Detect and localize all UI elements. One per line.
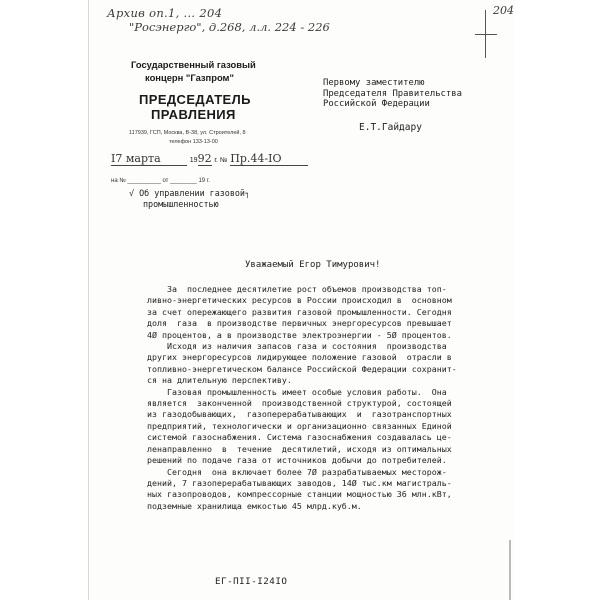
body-line: 4Ø процентов, а в производстве электроэнергии - 5Ø процентов. — [147, 329, 452, 340]
footer-code: ЕГ-ПII-I24IO — [215, 576, 288, 587]
subject-bracket-right-icon: ┐ — [244, 188, 251, 198]
body-line: является законченной производственной структурой, состоящей — [147, 398, 452, 409]
subject-line1-text: Об управлении газовой — [139, 188, 245, 198]
addressee-line3: Российской Федерации — [323, 99, 430, 109]
body-line: ся на длительную перспективу. — [147, 375, 292, 386]
body-line: ливно-энергетических ресурсов в России происходил в основном — [147, 295, 452, 306]
body-line: ленаправленно в течение десятилетий, исходя из оптимальных — [147, 443, 452, 454]
cross-mark-horizontal — [475, 34, 497, 35]
body-line: за счет опережающего развития газовой промышленности. Сегодня — [147, 306, 452, 317]
body-line: ных газопроводов, компрессорные станции мощностью 36 млн.кВт, — [147, 489, 452, 500]
registration-number: Пр.44-IO — [230, 152, 308, 166]
subject-line2: промышленностью — [143, 198, 219, 209]
sender-organization — [131, 58, 256, 84]
reference-line: на № __________ от ________ 19 г. — [111, 178, 210, 184]
subject-bracket-left-icon: √ — [129, 188, 140, 198]
registration-line — [111, 152, 308, 166]
body-line: Сегодня она включает более 7Ø разрабатываемых месторож- — [147, 466, 447, 477]
sender-title — [139, 92, 251, 122]
org-line1: Государственный газовый — [131, 59, 256, 70]
sender-address — [129, 129, 246, 147]
title-line1: ПРЕДСЕДАТЕЛЬ — [139, 92, 251, 107]
letter-body — [147, 284, 515, 512]
registration-number-label: г. № — [214, 157, 228, 164]
address-line2: телефон 133-13-00 — [169, 139, 218, 145]
body-line: За последнее десятилетие рост объемов производства топ- — [147, 284, 447, 294]
greeting: Уважаемый Егор Тимурович! — [245, 260, 381, 270]
archive-stamp-line1: Архив оп.1, ... 204 — [107, 6, 223, 20]
org-line2: концерн "Газпром" — [145, 72, 234, 83]
body-line: из газодобывающих, газоперерабатывающих и газотранспортных — [147, 409, 452, 420]
body-line: топливно-энергетическом балансе Российской Федерации сохранит- — [147, 363, 457, 374]
title-line2: ПРАВЛЕНИЯ — [151, 107, 236, 122]
body-line: подземные хранилища емкостью 45 млрд.куб.м. — [147, 500, 362, 511]
registration-year-prefix: 19 — [189, 157, 198, 164]
body-line: других энергоресурсов лидирующее положение газовой отрасли в — [147, 352, 452, 363]
scan-edge-mark — [509, 540, 511, 600]
registration-year: 92 — [197, 152, 212, 165]
address-line1: 117939, ГСП, Москва, В-38, ул. Строителей, 8 — [129, 130, 246, 136]
addressee-line2: Председателя Правительства — [323, 88, 462, 99]
body-line: Исходя из наличия запасов газа и состояния производства — [147, 341, 447, 352]
body-line: Газовая промышленность имеет особые условия работы. Она — [147, 386, 447, 397]
document-page — [88, 0, 515, 600]
archive-stamp-line2: "Росэнерго", д.268, л.л. 224 - 226 — [129, 20, 330, 34]
body-line: решений по подаче газа от источников добычи до потребителей. — [147, 455, 447, 466]
body-line: системой газоснабжения. Система газоснабжения создавалась це- — [147, 432, 452, 443]
addressee-block — [323, 78, 462, 110]
body-line: доля газа в производстве первичных энергоресурсов превышает — [147, 318, 452, 329]
subject-block — [129, 188, 250, 209]
addressee-name: Е.Т.Гайдару — [359, 122, 422, 133]
addressee-line1: Первому заместителю — [323, 78, 425, 88]
registration-date: I7 марта — [111, 152, 187, 166]
body-line: дений, 7 газоперерабатывающих заводов, 14Ø тыс.км магистраль- — [147, 477, 452, 488]
body-line: предприятий, технологически и организационно связанных Единой — [147, 420, 452, 431]
subject-line1 — [129, 188, 250, 199]
page-number: 204 — [493, 4, 514, 17]
